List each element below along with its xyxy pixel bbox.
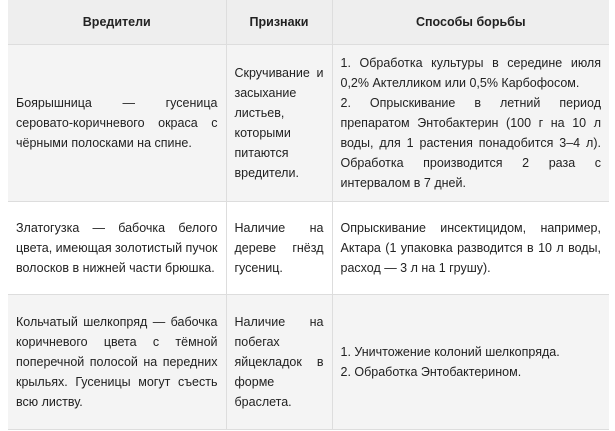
signs-cell: Наличие на побегах яйцекладок в форме браслета.	[226, 295, 332, 430]
methods-cell	[332, 202, 609, 295]
table-row	[8, 295, 609, 430]
table-row	[8, 45, 609, 202]
table-header-row	[8, 0, 609, 45]
pest-cell: Кольчатый шелкопряд — бабочка коричневого цвета с тёмной поперечной полосой на передних крыльях. Гусеницы могут съесть всю листву.	[8, 295, 226, 430]
method-item: 2. Опрыскивание в летний период препаратом Энтобактерин (100 г на 10 л воды, для 1 растения понадобится 3–4 л). Обработка производится 2 раза с интервалом в 7 дней.	[340, 96, 601, 190]
methods-cell	[332, 45, 609, 202]
methods-cell	[332, 295, 609, 430]
signs-cell: Наличие на дереве гнёзд гусениц.	[226, 202, 332, 295]
method-item: Опрыскивание инсектицидом, например, Актара (1 упаковка разводится в 10 л воды, расход — 3 л на 1 грушу).	[340, 221, 601, 275]
method-item: 1. Уничтожение колоний шелкопряда.	[340, 345, 560, 359]
header-pests: Вредители	[8, 0, 226, 45]
signs-cell: Скручивание и засыхание листьев, которыми питаются вредители.	[226, 45, 332, 202]
header-signs: Признаки	[226, 0, 332, 45]
table-row	[8, 202, 609, 295]
pest-cell: Златогузка — бабочка белого цвета, имеющая золотистый пучок волосков в нижней части брюшка.	[8, 202, 226, 295]
method-item: 1. Обработка культуры в середине июля 0,2% Актелликом или 0,5% Карбофосом.	[340, 56, 601, 90]
header-methods: Способы борьбы	[332, 0, 609, 45]
method-item: 2. Обработка Энтобактерином.	[340, 365, 522, 379]
pest-cell: Боярышница — гусеница серовато-коричневого окраса с чёрными полосками на спине.	[8, 45, 226, 202]
pest-control-table	[8, 0, 609, 430]
